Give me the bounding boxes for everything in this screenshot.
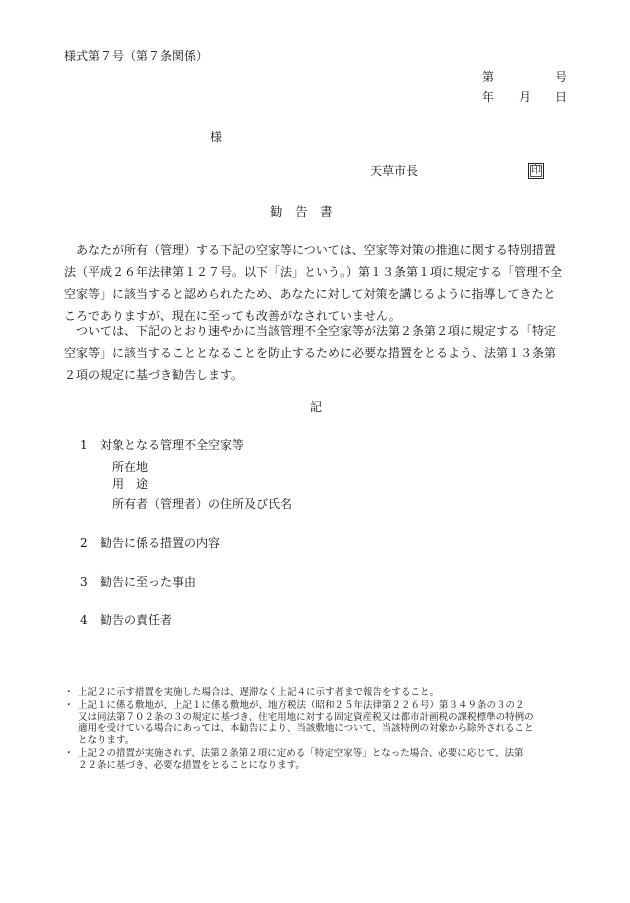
note-line: ２２条に基づき、必要な措置をとることになります。: [78, 759, 305, 771]
note-3: [64, 748, 524, 771]
item-2-number: 2: [80, 536, 88, 550]
note-bullet: ・: [64, 748, 74, 759]
body-line: 法（平成２６年法律第１２７号。以下「法」という。）第１３条第１項に規定する「管理不全: [64, 265, 563, 279]
body-line: ついては、下記のとおり速やかに当該管理不全空家等が法第２条第２項に規定する「特定: [64, 324, 557, 338]
seal-stamp: 印: [528, 163, 544, 179]
issuer-name: 天草市長: [370, 164, 419, 178]
note-bullet: ・: [64, 687, 74, 698]
date-month: 月: [519, 90, 532, 104]
item-1-number: 1: [80, 438, 88, 452]
note-1: [64, 687, 440, 699]
body-paragraph-2: [64, 320, 557, 386]
date-year: 年: [482, 90, 495, 104]
document-title: 勧 告 書: [270, 204, 333, 219]
body-line: あなたが所有（管理）する下記の空家等については、空家等対策の推進に関する特別措置: [64, 243, 556, 257]
item-1-sub-use: 用 途: [112, 477, 149, 491]
item-2-label: 勧告に係る措置の内容: [100, 536, 221, 550]
doc-number-dai: 第: [482, 70, 495, 84]
note-2: [64, 700, 534, 746]
item-4-label: 勧告の責任者: [100, 613, 173, 627]
item-1-sub-owner: 所有者（管理者）の住所及び氏名: [112, 497, 293, 511]
form-label: 様式第７号（第７条関係）: [64, 49, 209, 63]
item-1-sub-location: 所在地: [112, 460, 149, 474]
body-paragraph-1: [64, 239, 563, 327]
item-3-label: 勧告に至った事由: [100, 575, 197, 589]
item-1-label: 対象となる管理不全空家等: [100, 438, 245, 452]
body-line: 空家等」に該当すると認められたため、あなたに対して対策を講じるように指導してきたと: [64, 287, 556, 301]
date-day: 日: [555, 90, 568, 104]
body-line: 空家等」に該当することとなることを防止するために必要な措置をとるよう、法第１３条第: [64, 346, 557, 360]
ki-heading: 記: [310, 400, 323, 414]
body-line: ２項の規定に基づき勧告します。: [64, 368, 244, 382]
note-line: 又は同法第７０２条の３の規定に基づき、住宅用地に対する固定資産税又は都市計画税の課税標準の特例の: [78, 711, 534, 723]
addressee-suffix: 様: [210, 130, 223, 144]
note-line: 適用を受けている場合にあっては、本勧告により、当該敷地について、当該特例の対象から除外されること: [78, 723, 534, 735]
note-line: 上記２に示す措置を実施した場合は、遅滞なく上記４に示す者まで報告をすること。: [78, 687, 440, 698]
body-line: ころでありますが、現在に至っても改善がなされていません。: [64, 309, 401, 323]
note-line: となります。: [78, 734, 135, 746]
item-3-number: 3: [80, 575, 88, 589]
note-line: 上記１に係る敷地が、上記１に係る敷地が、地方税法（昭和２５年法律第２２６号）第３４９条の３の２: [78, 700, 525, 711]
note-line: 上記２の措置が実施されず、法第２条第２項に定める「特定空家等」となった場合、必要に応じて、法第: [78, 748, 524, 759]
note-bullet: ・: [64, 700, 74, 711]
doc-number-go: 号: [555, 70, 568, 84]
item-4-number: 4: [80, 613, 88, 627]
